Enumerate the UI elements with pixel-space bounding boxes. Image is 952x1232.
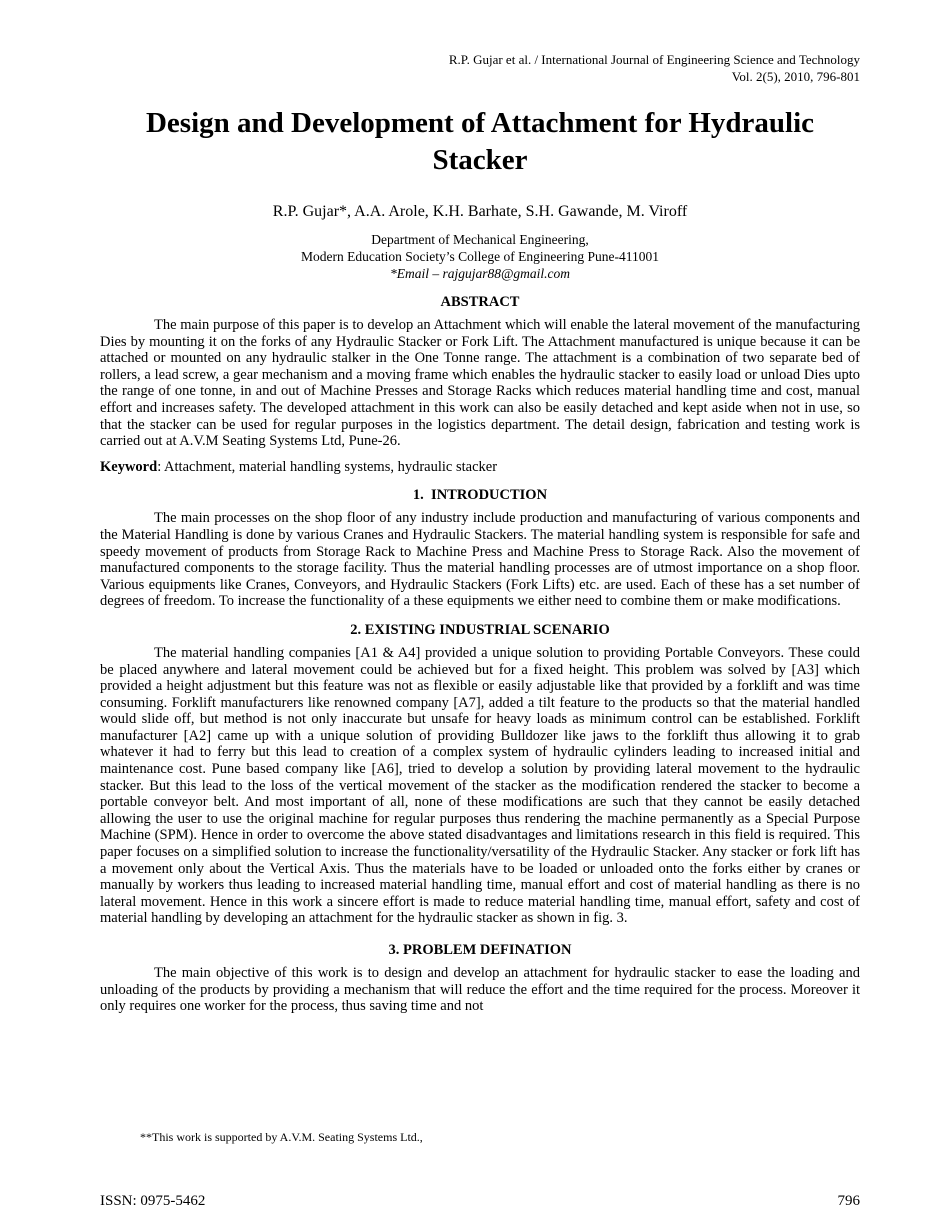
author-email: *Email – rajgujar88@gmail.com — [389, 266, 571, 281]
affiliation-college: Modern Education Society’s College of Engineering Pune-411001 — [301, 249, 659, 264]
keywords-line — [100, 459, 860, 476]
section-paragraph-problem-defination: The main objective of this work is to design and develop an attachment for hydraulic stacker to ease the loading and unloading of the products by providing a mechanism that will reduce the effort and the time required for the process. Moreover it only requires one worker for the process, thus saving time and not — [100, 965, 860, 1015]
affiliation-department: Department of Mechanical Engineering, — [371, 232, 589, 247]
issn-label: ISSN: 0975-5462 — [100, 1193, 206, 1209]
paper-content — [100, 0, 860, 1015]
affiliation-block — [100, 231, 860, 282]
paper-title: Design and Development of Attachment for Hydraulic Stacker — [145, 107, 815, 176]
section-paragraph-introduction: The main processes on the shop floor of any industry include production and manufacturing of various components and the Material Handling is done by various Cranes and Hydraulic Stackers. The material handling system is responsible for safe and speedy movement of products from Storage Rack to Machine Press and Machine Press to Storage Rack. Also the movement of manufactured components to the storage facility. Thus the material handling processes are of utmost importance on a shop floor. Various equipments like Cranes, Conveyors, and Hydraulic Stackers (Fork Lifts) etc. are used. Each of these has a set number of degrees of freedom. To increase the functionality of a these equipments we either need to combine them or make modifications. — [100, 510, 860, 610]
page-number: 796 — [837, 1193, 860, 1209]
abstract-paragraph: The main purpose of this paper is to develop an Attachment which will enable the lateral movement of the manufacturing Dies by mounting it on the forks of any Hydraulic Stacker or Fork Lift. The Attachment manufactured is unique because it can be attached or mounted on any hydraulic stalker in the One Tonne range. The attachment is a combination of two separate bed of rollers, a lead screw, a gear mechanism and a moving frame which enables the hydraulic stacker to easily load or unload Dies upto the range of one tonne, in and out of Machine Presses and Storage Racks which reduces material handling time and cost, manual effort and increases safety. The developed attachment in this work can also be easily detached and kept aside when not in use, so that the stacker can be used for regular purposes in the logistics department. The detail design, fabrication and testing work is carried out at A.V.M Seating Systems Ltd, Pune-26. — [100, 317, 860, 450]
section-heading-problem-defination: 3. PROBLEM DEFINATION — [388, 942, 572, 958]
section-heading-introduction: 1. INTRODUCTION — [412, 487, 548, 504]
journal-citation: R.P. Gujar et al. / International Journal of Engineering Science and Technology — [448, 52, 860, 67]
support-footnote: **This work is supported by A.V.M. Seating Systems Ltd., — [140, 1130, 423, 1144]
section-paragraph-existing-scenario: The material handling companies [A1 & A4] provided a unique solution to providing Portable Conveyors. These could be placed anywhere and lateral movement could be achieved but for a fixed height. This problem was solved by [A3] which provided a height adjustment but this feature was not as flexible or easily adjustable like that provided by a forklift and was time consuming. Forklift manufacturers like renowned company [A7], added a tilt feature to the products so that the material handled would slide off, but method is not only inaccurate but unsafe for heavy loads as minimum control can be established. Forklift manufacturer [A2] came up with a unique solution of providing Bulldozer like jaws to the forklift thus allowing it to grab whatever it had to ferry but this lead to creation of a complex system of hydraulic cylinders leading to increased initial and maintenance cost. Pune based company like [A6], tried to develop a solution by providing lateral movement to the hydraulic stacker. But this lead to the loss of the vertical movement of the stacker as the modification rendered the stacker to become a portable conveyor belt. And most important of all, none of these modifications are such that they cannot be easily detached allowing the user to use the original machine for regular purposes thus rendering the machine permanently as a Special Purpose Machine (SPM). Hence in order to overcome the above stated disadvantages and limitations research in this field is required. This paper focuses on a simplified solution to increase the functionality/versatility of the Hydraulic Stacker. Any stacker or fork lift has a movement only about the Vertical Axis. Thus the materials have to be loaded or unloaded onto the forks either by cranes or manually by workers thus leading to increased material handling time, manual effort and cost of material handling as there is no lateral movement. Hence in this work a sincere effort is made to reduce material handling time, manual effort, safety and cost of material handling by developing an attachment for the hydraulic stacker as shown in fig. 3. — [100, 644, 860, 927]
abstract-heading: ABSTRACT — [440, 294, 520, 310]
section-heading-existing-scenario: 2. EXISTING INDUSTRIAL SCENARIO — [350, 621, 610, 638]
journal-volume: Vol. 2(5), 2010, 796-801 — [731, 69, 860, 84]
keywords-text: : Attachment, material handling systems, hydraulic stacker — [157, 458, 498, 475]
journal-header — [100, 51, 860, 85]
page-footer — [100, 1192, 860, 1211]
keywords-label: Keyword — [100, 458, 158, 475]
authors-line: R.P. Gujar*, A.A. Arole, K.H. Barhate, S.H. Gawande, M. Viroff — [272, 203, 688, 220]
